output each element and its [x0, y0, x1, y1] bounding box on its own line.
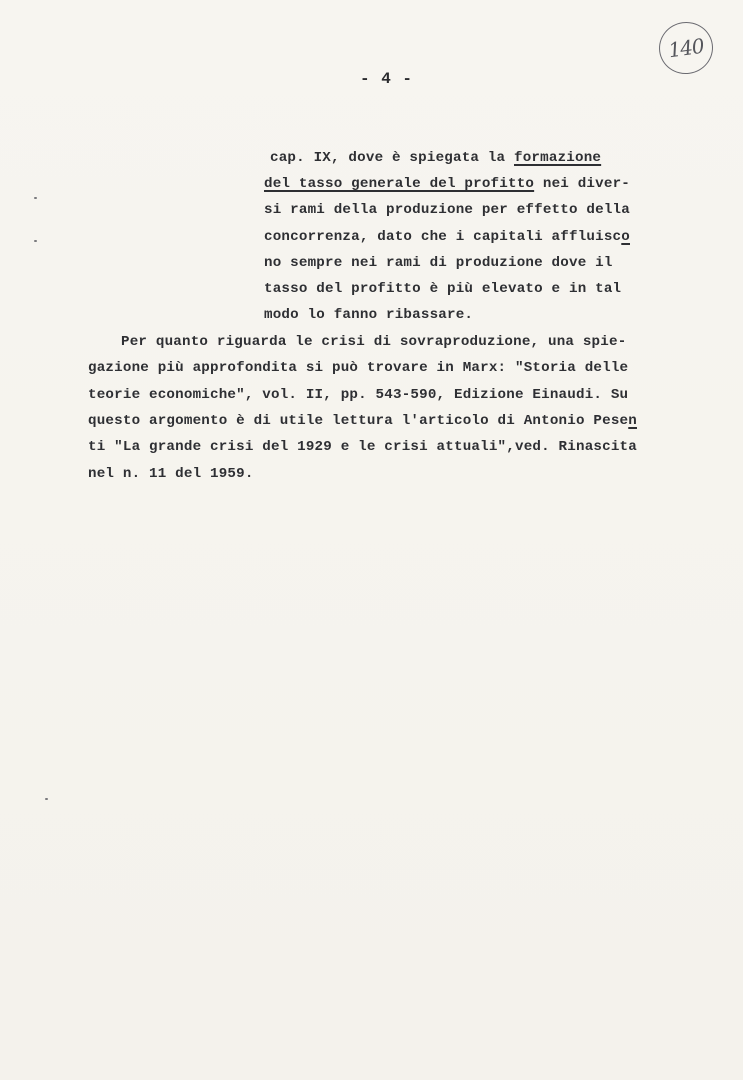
text-line: tasso del profitto è più elevato e in tal — [264, 281, 622, 297]
text-line: del tasso generale del profitto nei diver- — [264, 176, 630, 192]
page-number: - 4 - — [360, 70, 414, 88]
text-line: ti "La grande crisi del 1929 e le crisi attuali",ved. Rinascita — [88, 439, 637, 455]
text-line: questo argomento è di utile lettura l'articolo di Antonio Pesen — [88, 413, 637, 429]
margin-speck — [34, 240, 37, 242]
text-line: concorrenza, dato che i capitali affluisco — [264, 229, 630, 245]
text-line: nel n. 11 del 1959. — [88, 466, 254, 482]
text-line: cap. IX, dove è spiegata la formazione — [270, 150, 602, 166]
text-line: si rami della produzione per effetto della — [264, 202, 630, 218]
text-line: teorie economiche", vol. II, pp. 543-590, Edizione Einaudi. Su — [88, 387, 629, 403]
margin-speck — [34, 197, 37, 199]
margin-speck — [45, 798, 48, 800]
page-stamp-number: 140 — [666, 33, 706, 63]
text-line: Per quanto riguarda le crisi di sovraproduzione, una spie- — [121, 334, 627, 350]
page-stamp — [656, 18, 717, 77]
text-line: modo lo fanno ribassare. — [264, 307, 474, 323]
text-line: no sempre nei rami di produzione dove il — [264, 255, 613, 271]
text-line: gazione più approfondita si può trovare in Marx: "Storia delle — [88, 360, 629, 376]
